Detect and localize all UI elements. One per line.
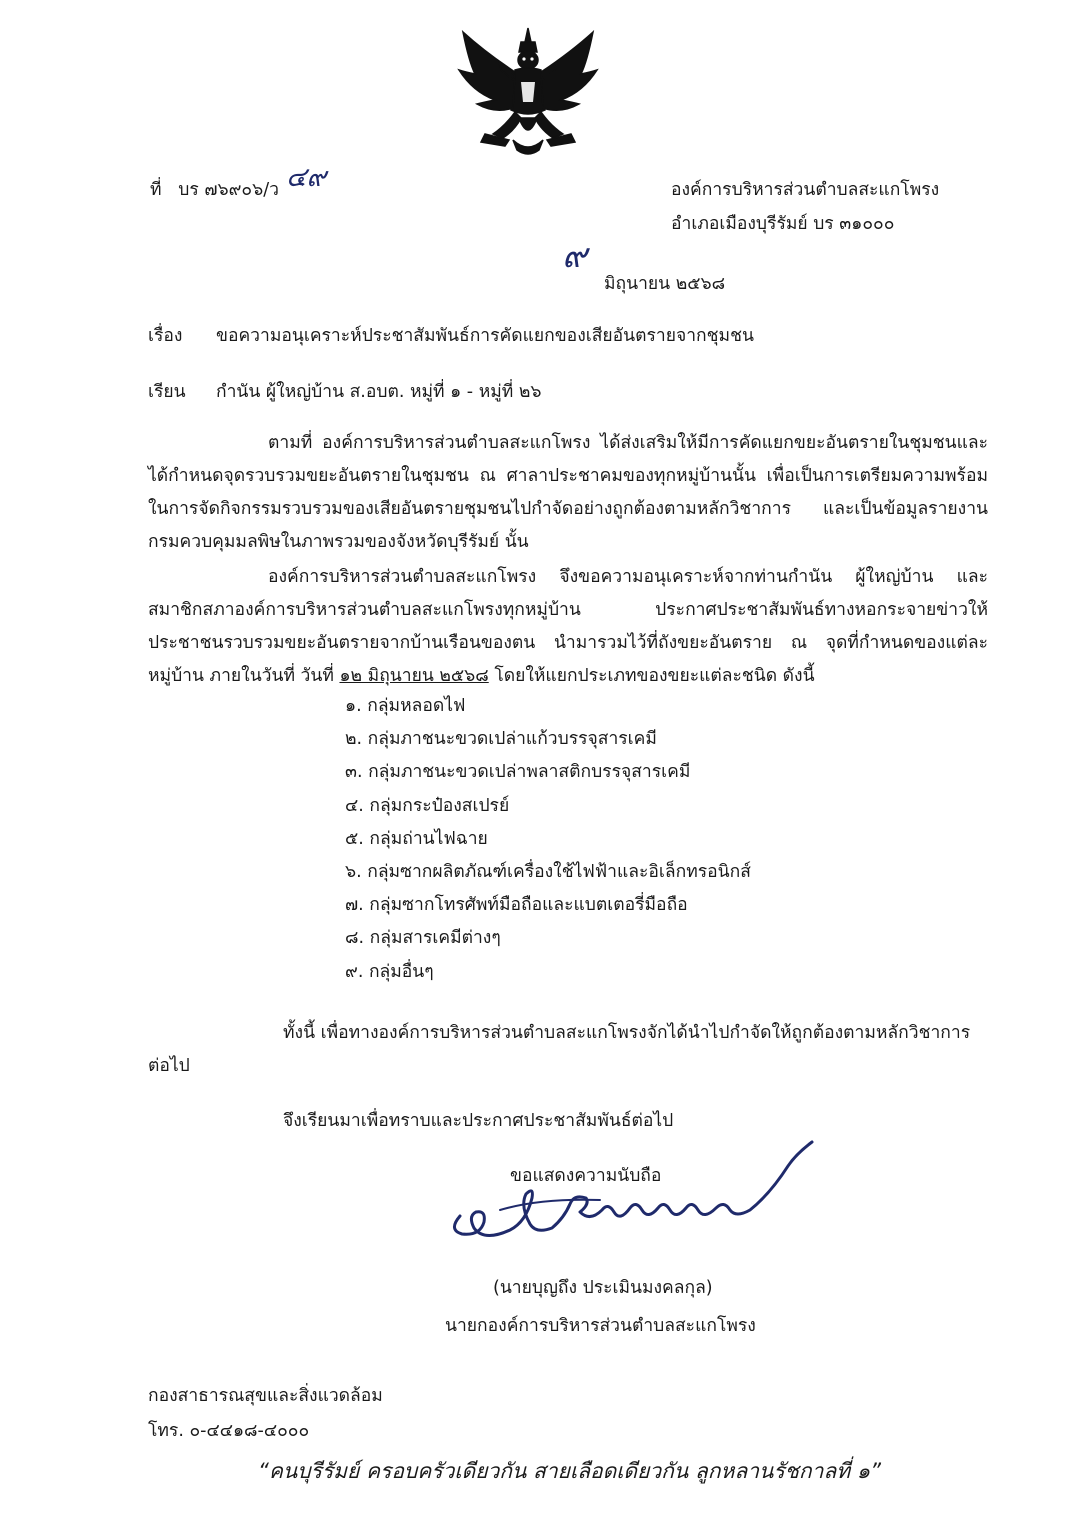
signatory-position: นายกองค์การบริหารส่วนตำบลสะแกโพรง: [445, 1316, 756, 1336]
footer-department: กองสาธารณสุขและสิ่งแวดล้อม: [148, 1386, 383, 1406]
list-item: ๘. กลุ่มสารเคมีต่างๆ: [345, 928, 501, 949]
paragraph-3-line-1: ทั้งนี้ เพื่อทางองค์การบริหารส่วนตำบลสะแกโพรงจักได้นำไปกำจัดให้ถูกต้องตามหลักวิชาการ: [283, 1023, 971, 1043]
recipient-text: กำนัน ผู้ใหญ่บ้าน ส.อบต. หมู่ที่ ๑ - หมู่ที่ ๒๖: [216, 382, 542, 402]
list-item: ๙. กลุ่มอื่นๆ: [345, 961, 434, 982]
paragraph-3-line-2: ต่อไป: [148, 1056, 190, 1076]
paragraph-2-text: องค์การบริหารส่วนตำบลสะแกโพรง จึงขอความอนุเคราะห์จากท่านกำนัน ผู้ใหญ่บ้าน และสมาชิกสภาองค์การบริหารส่วนตำบลสะแกโพรงทุกหมู่บ้าน ประกาศประชาสัมพันธ์ทางหอกระจายข่าวให้ประชาชนรวบรวมขยะอันตรายจากบ้านเรือนของตน นำมารวมไว้ที่ถังขยะอันตราย ณ จุดที่กำหนดของแต่ละหมู่บ้าน ภายในวันที่ วันที่: [148, 567, 988, 686]
list-item: ๕. กลุ่มถ่านไฟฉาย: [345, 828, 488, 849]
list-item: ๑. กลุ่มหลอดไฟ: [345, 696, 466, 716]
reference-number: บร ๗๖๙๐๖/ว: [178, 180, 279, 200]
list-item: ๒. กลุ่มภาชนะขวดเปล่าแก้วบรรจุสารเคมี: [345, 729, 657, 750]
footer-phone: โทร. ๐-๔๔๑๘-๔๐๐๐: [148, 1421, 310, 1441]
list-item: ๗. กลุ่มซากโทรศัพท์มือถือและแบตเตอรี่มือถือ: [345, 895, 688, 916]
body-paragraph-2: [148, 561, 988, 693]
reference-line: [150, 179, 279, 201]
deadline-date: ๑๒ มิถุนายน ๒๕๖๘: [339, 666, 489, 686]
paragraph-1-text: ตามที่ องค์การบริหารส่วนตำบลสะแกโพรง ได้ส่งเสริมให้มีการคัดแยกขยะอันตรายในชุมชนและได้กำหนดจุดรวบรวมขยะอันตรายในชุมชน ณ ศาลาประชาคมของทุกหมู่บ้านนั้น เพื่อเป็นการเตรียมความพร้อมในการจัดกิจกรรมรวบรวมของเสียอันตรายชุมชนไปกำจัดอย่างถูกต้องตามหลักวิชาการ และเป็นข้อมูลรายงานกรมควบคุมมลพิษในภาพรวมของจังหวัดบุรีรัมย์ นั้น: [148, 433, 988, 552]
subject-label: เรื่อง: [148, 326, 183, 346]
closing-request: จึงเรียนมาเพื่อทราบและประกาศประชาสัมพันธ์ต่อไป: [283, 1111, 674, 1131]
list-item: ๓. กลุ่มภาชนะขวดเปล่าพลาสติกบรรจุสารเคมี: [345, 762, 691, 783]
list-item: ๔. กลุ่มกระป๋องสเปรย์: [345, 795, 510, 816]
reference-label: ที่: [150, 180, 162, 200]
office-address: อำเภอเมืองบุรีรัมย์ บร ๓๑๐๐๐: [671, 214, 895, 234]
footer-motto: “คนบุรีรัมย์ ครอบครัวเดียวกัน สายเลือดเดียวกัน ลูกหลานรัชกาลที่ ๑”: [258, 1459, 881, 1483]
subject-text: ขอความอนุเคราะห์ประชาสัมพันธ์การคัดแยกของเสียอันตรายจากชุมชน: [216, 326, 754, 346]
letter-date: มิถุนายน ๒๕๖๘: [604, 274, 726, 294]
body-paragraph-1: [148, 427, 988, 559]
signatory-name: (นายบุญถึง ประเมินมงคลกุล): [493, 1278, 713, 1298]
handwritten-day: ๙: [562, 236, 587, 276]
recipient-label: เรียน: [148, 382, 186, 402]
handwritten-signature: [440, 1138, 820, 1258]
waste-category-list: [345, 690, 751, 989]
paragraph-2-tail: โดยให้แยกประเภทของขยะแต่ละชนิด ดังนี้: [494, 666, 815, 686]
handwritten-reference-suffix: ๔๙: [286, 162, 327, 193]
list-item: ๖. กลุ่มซากผลิตภัณฑ์เครื่องใช้ไฟฟ้าและอิเล็กทรอนิกส์: [345, 861, 751, 882]
salutation: ขอแสดงความนับถือ: [510, 1166, 662, 1186]
garuda-emblem-icon: [455, 22, 601, 162]
office-name: องค์การบริหารส่วนตำบลสะแกโพรง: [671, 180, 940, 200]
